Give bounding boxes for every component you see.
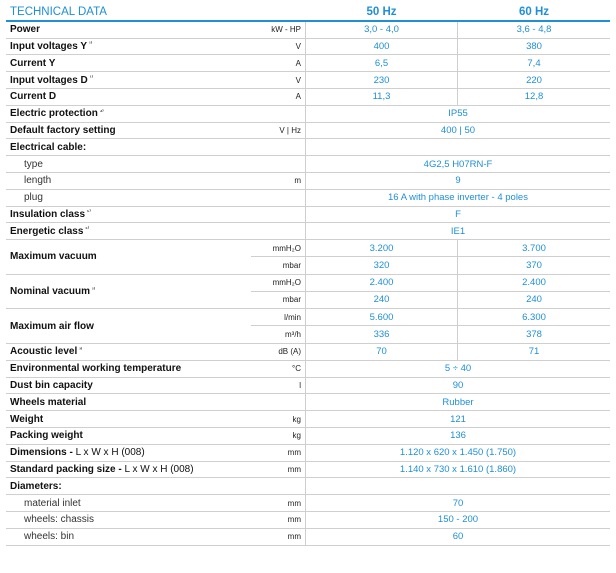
value-shared: IE1 <box>450 225 466 237</box>
row-unit <box>251 190 306 206</box>
row-label <box>6 39 251 55</box>
row-environmental-temperature <box>6 361 610 378</box>
row-unit: kW - HP <box>251 22 306 38</box>
row-label <box>6 275 251 309</box>
row-unit: mm <box>251 495 306 511</box>
row-unit: l <box>251 378 306 394</box>
row-energetic-class <box>6 223 610 240</box>
row-unit <box>251 223 306 239</box>
row-label <box>6 223 251 239</box>
label-text: Electric protection <box>10 108 98 120</box>
row-unit: A <box>251 89 306 105</box>
row-label: Diameters: <box>10 480 62 492</box>
row-dust-bin-capacity <box>6 378 610 395</box>
label-text: Acoustic level <box>10 346 78 358</box>
row-label: wheels: chassis <box>24 514 95 526</box>
footnote-mark: ³⁾ <box>79 346 83 353</box>
row-label <box>6 106 251 122</box>
value-60hz: 220 <box>526 74 542 86</box>
row-diameters <box>6 478 610 495</box>
row-unit: mm <box>251 462 306 478</box>
row-dimensions <box>6 445 610 462</box>
row-insulation-class <box>6 207 610 224</box>
row-label: Packing weight <box>10 430 83 442</box>
value-50hz: 2.400 <box>306 275 458 291</box>
label-text: Dimensions - <box>10 447 76 459</box>
value-shared: 1.140 x 730 x 1.610 (1.860) <box>399 463 517 475</box>
row-current-d <box>6 89 610 106</box>
value-shared <box>306 139 610 155</box>
sub-row <box>251 309 610 326</box>
value-50hz: 70 <box>306 344 458 360</box>
row-label: Electrical cable: <box>10 141 87 153</box>
value-shared: 5 ÷ 40 <box>444 363 472 375</box>
value-50hz: 320 <box>306 257 458 274</box>
label-detail: L x W x H (008) <box>124 463 194 475</box>
row-current-y <box>6 55 610 72</box>
row-label: plug <box>24 192 43 204</box>
value-shared: 4G2,5 H07RN-F <box>423 158 493 170</box>
row-unit: l/min <box>251 309 306 325</box>
row-standard-packing-size <box>6 462 610 479</box>
row-label: Maximum air flow <box>10 320 94 332</box>
col-50hz-header: 50 Hz <box>366 6 397 19</box>
row-label <box>6 207 251 223</box>
row-unit <box>251 156 306 172</box>
row-unit: mbar <box>251 257 306 274</box>
row-unit: m <box>251 173 306 189</box>
row-input-voltages-y <box>6 39 610 56</box>
row-unit: V <box>251 72 306 88</box>
value-60hz: 71 <box>528 346 540 358</box>
row-unit: mbar <box>251 292 306 309</box>
row-label: type <box>24 158 43 170</box>
row-label: Dust bin capacity <box>10 379 93 391</box>
value-shared <box>306 478 610 494</box>
row-unit: kg <box>251 411 306 427</box>
row-label: Default factory setting <box>10 124 116 136</box>
group-nominal-vacuum <box>6 275 610 310</box>
row-unit: dB (A) <box>251 344 306 360</box>
row-unit <box>251 139 306 155</box>
group-maximum-air-flow <box>6 309 610 344</box>
label-detail: L x W x H (008) <box>75 447 145 459</box>
row-unit: A <box>251 55 306 71</box>
footnote-mark: ⁴⁾ <box>99 108 104 115</box>
label-text: Input voltages D <box>10 74 88 86</box>
row-label: Weight <box>10 413 44 425</box>
value-50hz: 3.200 <box>306 240 458 256</box>
row-cable-length <box>6 173 610 190</box>
sub-row <box>251 275 610 292</box>
row-unit: mm <box>251 445 306 461</box>
sub-row <box>251 240 610 257</box>
row-label: Maximum vacuum <box>10 251 97 263</box>
row-input-voltages-d <box>6 72 610 89</box>
value-60hz: 12,8 <box>524 91 544 103</box>
row-wheels-material <box>6 394 610 411</box>
value-60hz: 370 <box>526 259 542 271</box>
row-unit: kg <box>251 428 306 444</box>
row-electric-protection <box>6 106 610 123</box>
value-50hz: 336 <box>306 326 458 343</box>
row-unit: mm <box>251 529 306 545</box>
label-text: Energetic class <box>10 225 84 237</box>
row-unit <box>251 478 306 494</box>
row-acoustic-level <box>6 344 610 361</box>
value-shared: IP55 <box>448 108 468 120</box>
value-50hz: 230 <box>306 72 458 88</box>
table-title: TECHNICAL DATA <box>10 6 107 19</box>
label-text: Standard packing size - <box>10 463 125 475</box>
row-packing-weight <box>6 428 610 445</box>
row-label <box>6 344 251 360</box>
row-weight <box>6 411 610 428</box>
technical-data-table <box>6 5 610 546</box>
row-material-inlet <box>6 495 610 512</box>
row-label: wheels: bin <box>24 531 75 543</box>
value-60hz: 240 <box>526 294 542 306</box>
footnote-mark: ²⁾ <box>92 286 96 293</box>
row-wheels-bin <box>6 529 610 546</box>
row-label: material inlet <box>24 497 81 509</box>
value-shared: 1.120 x 620 x 1.450 (1.750) <box>399 447 517 459</box>
value-60hz: 3,6 - 4,8 <box>516 24 552 36</box>
value-60hz: 380 <box>526 40 542 52</box>
row-unit: mmH₂O <box>251 275 306 291</box>
row-electrical-cable <box>6 139 610 156</box>
value-60hz: 7,4 <box>527 57 541 69</box>
label-text: Nominal vacuum <box>10 286 91 298</box>
row-default-factory-setting <box>6 123 610 140</box>
group-maximum-vacuum <box>6 240 610 275</box>
row-unit <box>251 106 306 122</box>
row-wheels-chassis <box>6 512 610 529</box>
row-label <box>6 462 251 478</box>
row-label: Wheels material <box>10 396 87 408</box>
unit-header <box>251 5 306 20</box>
value-60hz: 6.300 <box>522 311 546 323</box>
value-shared: 121 <box>450 413 466 425</box>
row-label <box>6 72 251 88</box>
value-50hz: 400 <box>306 39 458 55</box>
sub-row <box>251 326 610 343</box>
value-60hz: 2.400 <box>522 277 546 289</box>
row-unit: V <box>251 39 306 55</box>
row-cable-plug <box>6 190 610 207</box>
row-label: Current Y <box>10 57 56 69</box>
value-shared: 16 A with phase inverter - 4 poles <box>388 192 528 204</box>
value-60hz: 3.700 <box>522 242 546 254</box>
row-label: Power <box>10 24 41 36</box>
row-label: length <box>24 175 52 187</box>
footnote-mark: ¹⁾ <box>89 75 93 82</box>
sub-row <box>251 292 610 309</box>
value-shared: F <box>455 208 461 220</box>
row-unit: mm <box>251 512 306 528</box>
value-shared: 70 <box>452 497 464 509</box>
row-unit: V | Hz <box>251 123 306 139</box>
value-50hz: 3,0 - 4,0 <box>306 22 458 38</box>
value-shared: 90 <box>452 379 464 391</box>
label-text: Input voltages Y <box>10 40 88 52</box>
value-50hz: 240 <box>306 292 458 309</box>
table-header <box>6 5 610 22</box>
value-50hz: 6,5 <box>306 55 458 71</box>
row-unit <box>251 207 306 223</box>
value-shared: Rubber <box>442 396 474 408</box>
sub-row <box>251 257 610 274</box>
value-60hz: 378 <box>526 329 542 341</box>
row-label: Environmental working temperature <box>10 363 182 375</box>
value-shared: 136 <box>450 430 466 442</box>
footnote-mark: ¹⁾ <box>89 41 93 48</box>
value-shared: 60 <box>452 531 464 543</box>
value-shared: 150 - 200 <box>437 514 479 526</box>
row-unit: m³/h <box>251 326 306 343</box>
row-unit: mmH₂O <box>251 240 306 256</box>
value-50hz: 5.600 <box>306 309 458 325</box>
row-unit <box>251 394 306 410</box>
value-shared: 9 <box>455 175 461 187</box>
row-unit: °C <box>251 361 306 377</box>
footnote-mark: ⁶⁾ <box>85 226 90 233</box>
row-cable-type <box>6 156 610 173</box>
col-60hz-header: 60 Hz <box>518 6 550 19</box>
value-shared: 400 | 50 <box>440 124 476 136</box>
footnote-mark: ⁵⁾ <box>87 209 91 216</box>
row-label <box>6 445 251 461</box>
value-50hz: 11,3 <box>306 89 458 105</box>
row-label: Current D <box>10 91 57 103</box>
row-power <box>6 22 610 39</box>
label-text: Insulation class <box>10 208 86 220</box>
